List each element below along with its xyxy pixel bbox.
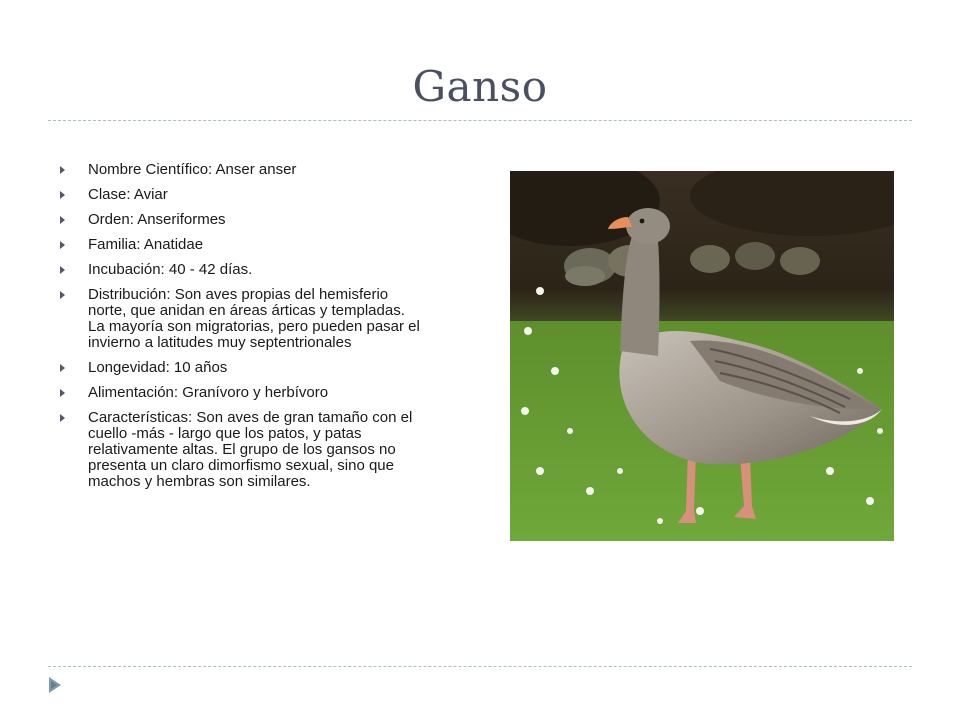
bullet-item (58, 162, 420, 178)
bullet-arrow-icon (60, 241, 65, 249)
bullet-item (58, 187, 420, 203)
slide-title: Ganso (412, 62, 548, 111)
bullet-text: Longevidad: 10 años (88, 359, 228, 376)
bullet-arrow-icon (60, 166, 65, 174)
bullet-item (58, 237, 420, 253)
bullet-item (58, 212, 420, 228)
bullet-arrow-icon (60, 291, 65, 299)
bullet-text: Orden: Anseriformes (88, 211, 226, 228)
bullet-item (58, 262, 420, 278)
bullet-item (58, 385, 420, 401)
bullet-text: Distribución: Son aves propias del hemisferio norte, que anidan en áreas árticas y templadas. La mayoría son migratorias, pero pueden pasar el invierno a latitudes muy septentrionales (88, 286, 420, 351)
title-divider (48, 120, 912, 121)
bullet-arrow-icon (60, 414, 65, 422)
footer-divider (48, 666, 912, 667)
bullet-text: Incubación: 40 - 42 días. (88, 261, 253, 278)
bullet-arrow-icon (60, 266, 65, 274)
bullet-item (58, 410, 420, 490)
bullet-item (58, 287, 420, 351)
bullet-text: Nombre Científico: Anser anser (88, 161, 297, 178)
bullet-text: Clase: Aviar (88, 186, 168, 203)
bullet-list (58, 162, 420, 499)
bullet-arrow-icon (60, 191, 65, 199)
bullet-text: Alimentación: Granívoro y herbívoro (88, 384, 329, 401)
bullet-item (58, 360, 420, 376)
bullet-text: Características: Son aves de gran tamaño con el cuello -más - largo que los patos, y patas relativamente altas. El grupo de los gansos no presenta un claro dimorfismo sexual, sino que machos y hembras son similares. (88, 409, 413, 490)
bullet-arrow-icon (60, 389, 65, 397)
bullet-text: Familia: Anatidae (88, 236, 204, 253)
bullet-arrow-icon (60, 364, 65, 372)
bullet-arrow-icon (60, 216, 65, 224)
slide-nav-triangle-icon[interactable] (48, 676, 62, 694)
goose-photo (510, 171, 894, 541)
